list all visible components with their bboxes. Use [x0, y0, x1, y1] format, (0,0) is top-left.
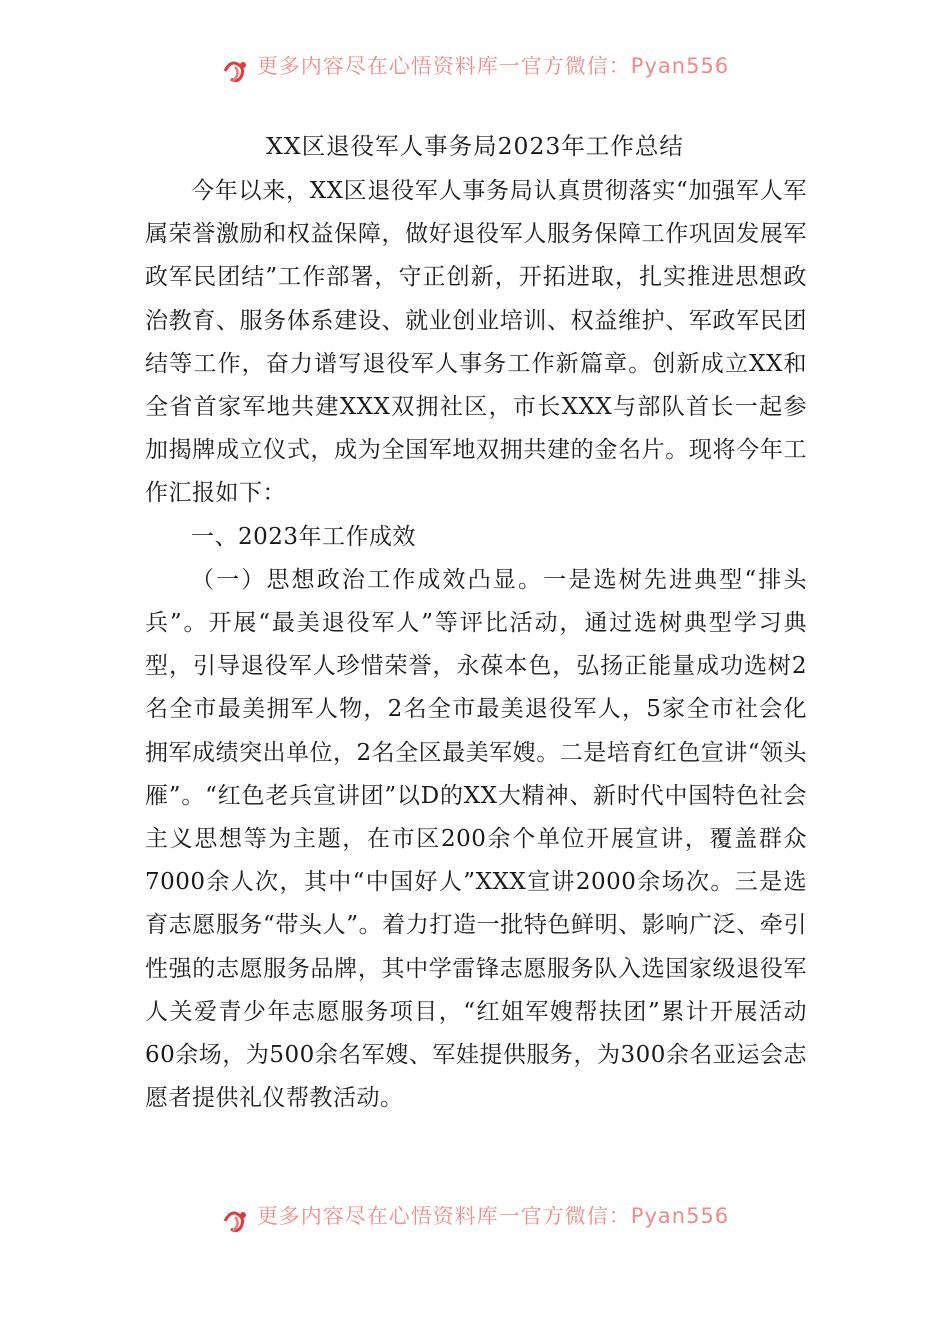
brand-logo-icon — [221, 57, 251, 85]
watermark-header — [0, 56, 950, 86]
watermark-text: 更多内容尽在心悟资料库一官方微信：Pyan556 — [256, 1206, 730, 1228]
brand-logo-icon — [221, 1207, 251, 1235]
document-body — [145, 170, 807, 1120]
paragraph-intro: 今年以来，XX区退役军人事务局认真贯彻落实“加强军人军属荣誉激励和权益保障，做好退役军人服务保障工作巩固发展军政军民团结”工作部署，守正创新，开拓进取，扎实推进思想政治教育、服务体系建设、就业创业培训、权益维护、军政军民团结等工作，奋力谱写退役军人事务工作新篇章。创新成立XX和全省首家军地共建XXX双拥社区，市长XXX与部队首长一起参加揭牌成立仪式，成为全国军地双拥共建的金名片。现将今年工作汇报如下： — [145, 178, 807, 507]
paragraph-section-1: （一）思想政治工作成效凸显。一是选树先进典型“排头兵”。开展“最美退役军人”等评比活动，通过选树典型学习典型，引导退役军人珍惜荣誉，永葆本色，弘扬正能量成功选树2名全市最美拥军人物，2名全市最美退役军人，5家全市社会化拥军成绩突出单位，2名全区最美军嫂。二是培育红色宣讲“领头雁”。“红色老兵宣讲团”以D的XX大精神、新时代中国特色社会主义思想等为主题，在市区200余个单位开展宣讲，覆盖群众7000余人次，其中“中国好人”XXX宣讲2000余场次。三是选育志愿服务“带头人”。着力打造一批特色鲜明、影响广泛、牵引性强的志愿服务品牌，其中学雷锋志愿服务队入选国家级退役军人关爱青少年志愿服务项目，“红姐军嫂帮扶团”累计开展活动60余场，为500余名军嫂、军娃提供服务，为300余名亚运会志愿者提供礼仪帮教活动。 — [145, 566, 807, 1112]
watermark-footer — [0, 1206, 950, 1236]
document-title: XX区退役军人事务局2023年工作总结 — [266, 132, 684, 160]
section-heading: 一、2023年工作成效 — [191, 523, 417, 550]
watermark-text: 更多内容尽在心悟资料库一官方微信：Pyan556 — [256, 56, 730, 78]
